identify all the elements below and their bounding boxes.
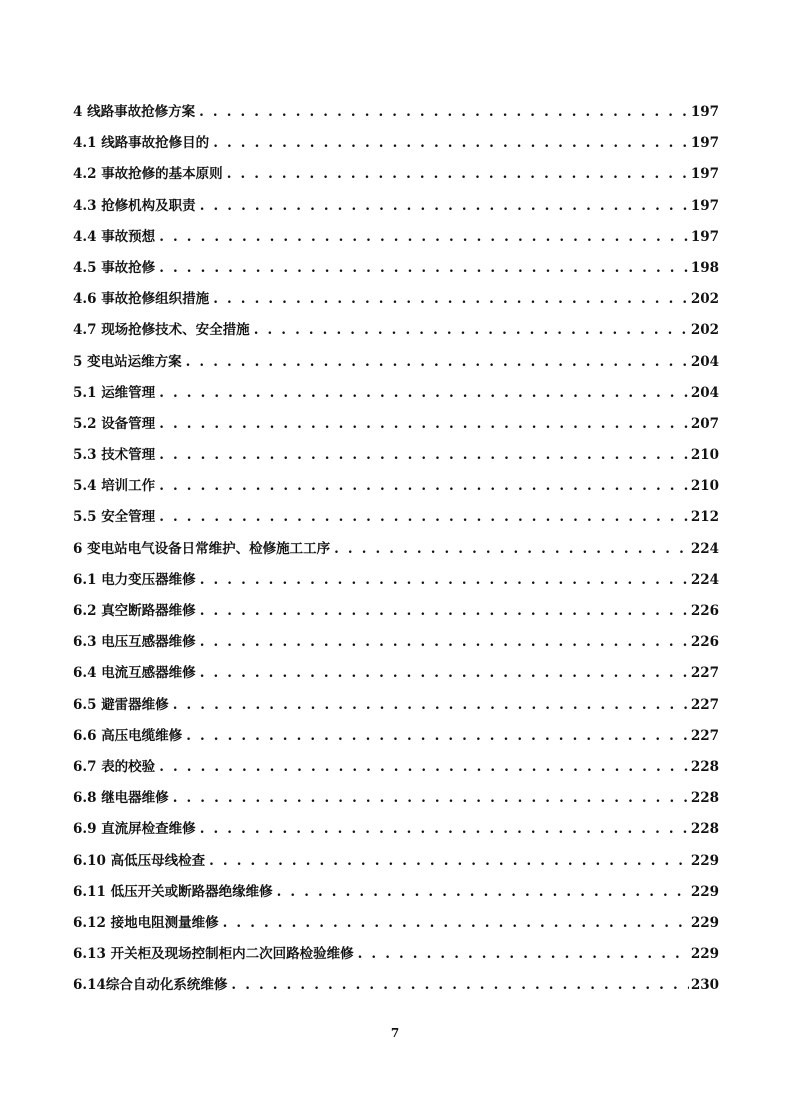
toc-entry[interactable] (73, 787, 719, 818)
toc-section-title: 继电器维修 (101, 790, 169, 807)
toc-page-number: 226 (690, 603, 719, 619)
toc-page-number: 197 (690, 104, 719, 120)
page-number: 7 (390, 1026, 400, 1040)
toc-entry[interactable] (73, 912, 719, 943)
toc-section-number: 6.2 (73, 603, 102, 619)
toc-section-number: 6.7 (73, 758, 102, 775)
toc-section-title: 线路事故抢修方案 (87, 104, 196, 120)
toc-entry[interactable] (73, 694, 719, 725)
toc-entry[interactable] (73, 631, 719, 662)
toc-entry[interactable] (73, 943, 719, 974)
toc-page-number: 228 (690, 821, 719, 838)
toc-section-number: 5.2 (73, 415, 102, 432)
toc-page-number: 197 (690, 135, 719, 152)
toc-section-title: 高低压母线检查 (110, 852, 206, 869)
dot-leader (173, 787, 689, 809)
toc-entry[interactable] (73, 351, 719, 382)
toc-section-title: 高压电缆维修 (101, 727, 183, 744)
toc-page-number: 229 (690, 852, 719, 869)
toc-section-number: 4.5 (73, 259, 102, 276)
toc-entry[interactable] (73, 475, 719, 506)
toc-entry[interactable] (73, 756, 719, 787)
toc-page-number: 202 (690, 322, 719, 339)
toc-entry[interactable] (73, 319, 719, 350)
toc-page-number: 197 (690, 166, 719, 183)
dot-leader (200, 195, 689, 217)
toc-entry[interactable] (73, 257, 719, 288)
toc-section-number: 4.6 (73, 291, 102, 308)
toc-section-number: 4.3 (73, 197, 102, 214)
dot-leader (173, 694, 689, 716)
toc-section-title: 事故预想 (101, 228, 156, 245)
dot-leader (213, 288, 689, 310)
dot-leader (159, 506, 689, 528)
toc-section-number: 6.4 (73, 665, 102, 682)
toc-section-title: 接地电阻测量维修 (110, 914, 219, 931)
toc-entry[interactable] (73, 382, 719, 413)
dot-leader (199, 101, 689, 123)
toc-page-number: 210 (690, 447, 719, 464)
toc-entry[interactable] (73, 974, 719, 1005)
toc-section-title: 事故抢修的基本原则 (101, 166, 223, 183)
dot-leader (200, 569, 689, 591)
toc-page-number: 197 (690, 228, 719, 245)
toc-section-number: 6.13 (73, 946, 111, 963)
toc-section-title: 抢修机构及职责 (101, 197, 196, 214)
dot-leader (159, 475, 689, 497)
toc-section-number: 5 (73, 353, 88, 370)
toc-section-title: 开关柜及现场控制柜内二次回路检验维修 (110, 946, 354, 963)
toc-entry[interactable] (73, 163, 719, 194)
dot-leader (200, 818, 689, 840)
dot-leader (159, 756, 689, 778)
toc-page-number: 229 (690, 914, 719, 931)
toc-page-number: 230 (690, 977, 719, 994)
toc-entry[interactable] (73, 195, 719, 226)
toc-section-number: 6.1 (73, 571, 102, 588)
toc-section-number: 6.9 (73, 821, 102, 838)
toc-page-number: 212 (690, 509, 719, 526)
dot-leader (334, 538, 689, 560)
toc-page-number: 210 (690, 478, 719, 495)
dot-leader (159, 382, 689, 404)
toc-page-number: 227 (690, 727, 719, 744)
dot-leader (231, 974, 688, 996)
toc-entry[interactable] (73, 288, 719, 319)
toc-section-number: 4.4 (73, 228, 102, 245)
dot-leader (227, 163, 689, 185)
toc-section-number: 4 (73, 104, 88, 120)
toc-page-number: 229 (690, 883, 719, 900)
dot-leader (213, 132, 689, 154)
dot-leader (186, 351, 689, 373)
toc-page-number: 227 (690, 665, 719, 682)
dot-leader (358, 943, 689, 965)
toc-page-number: 204 (690, 384, 719, 401)
toc-section-number: 5.4 (73, 478, 102, 495)
dot-leader (186, 725, 689, 747)
toc-section-title: 设备管理 (101, 415, 156, 432)
toc-section-number: 6.12 (73, 914, 111, 931)
toc-entry[interactable] (73, 226, 719, 257)
toc-entry[interactable] (73, 725, 719, 756)
toc-entry[interactable] (73, 101, 719, 132)
toc-section-number: 6 (73, 540, 88, 557)
toc-section-number: 4.2 (73, 166, 102, 183)
toc-entry[interactable] (73, 538, 719, 569)
dot-leader (200, 631, 689, 653)
toc-page-number: 202 (690, 291, 719, 308)
toc-section-number: 5.5 (73, 509, 102, 526)
toc-entry[interactable] (73, 413, 719, 444)
toc-page-number: 204 (690, 353, 719, 370)
dot-leader (254, 319, 689, 341)
dot-leader (200, 600, 689, 622)
dot-leader (277, 881, 689, 903)
dot-leader (223, 912, 689, 934)
toc-section-title: 综合自动化系统维修 (105, 977, 228, 994)
toc-entry[interactable] (73, 881, 719, 912)
dot-leader (159, 413, 689, 435)
toc-section-title: 变电站电气设备日常维护、检修施工工序 (87, 540, 331, 557)
toc-section-number: 6.11 (73, 883, 111, 900)
toc-section-number: 6.8 (73, 790, 102, 807)
toc-page-number: 197 (690, 197, 719, 214)
dot-leader (159, 444, 689, 466)
dot-leader (159, 226, 689, 248)
toc-page-number: 228 (690, 790, 719, 807)
toc-page-number: 229 (690, 946, 719, 963)
toc-section-title: 技术管理 (101, 447, 156, 464)
toc-entry[interactable] (73, 818, 719, 849)
toc-section-title: 现场抢修技术、安全措施 (101, 322, 250, 339)
toc-page-number: 227 (690, 696, 719, 713)
toc-page-number: 198 (690, 259, 719, 276)
toc-section-title: 培训工作 (101, 478, 156, 495)
toc-section-number: 4.1 (73, 135, 102, 152)
table-of-contents (73, 101, 719, 1005)
toc-entry[interactable] (73, 444, 719, 475)
toc-entry[interactable] (73, 850, 719, 881)
toc-section-title: 事故抢修 (101, 259, 156, 276)
toc-section-title: 安全管理 (101, 509, 156, 526)
toc-page-number: 224 (690, 540, 719, 557)
dot-leader (209, 850, 689, 872)
toc-section-number: 5.3 (73, 447, 102, 464)
toc-section-number: 6.10 (73, 852, 111, 869)
toc-section-title: 低压开关或断路器绝缘维修 (110, 883, 273, 900)
toc-entry[interactable] (73, 662, 719, 693)
toc-section-number: 6.3 (73, 634, 102, 651)
toc-page-number: 207 (690, 415, 719, 432)
toc-entry[interactable] (73, 600, 719, 631)
toc-section-title: 运维管理 (101, 384, 156, 401)
toc-section-title: 真空断路器维修 (101, 603, 196, 619)
toc-section-number: 4.7 (73, 322, 102, 339)
toc-entry[interactable] (73, 132, 719, 163)
dot-leader (159, 257, 689, 279)
dot-leader (200, 662, 689, 684)
toc-page-number: 224 (690, 571, 719, 588)
toc-section-title: 变电站运维方案 (87, 353, 182, 370)
toc-section-number: 6.5 (73, 696, 102, 713)
toc-page-number: 226 (690, 634, 719, 651)
toc-section-title: 电力变压器维修 (101, 571, 196, 588)
toc-section-number: 6.14 (73, 977, 106, 994)
toc-section-title: 线路事故抢修目的 (101, 135, 210, 152)
toc-section-title: 表的校验 (101, 758, 156, 775)
toc-section-number: 5.1 (73, 384, 102, 401)
toc-section-number: 6.6 (73, 727, 102, 744)
toc-page-number: 228 (690, 758, 719, 775)
toc-section-title: 电压互感器维修 (101, 634, 196, 651)
toc-section-title: 电流互感器维修 (101, 665, 196, 682)
toc-section-title: 避雷器维修 (101, 696, 169, 713)
toc-section-title: 事故抢修组织措施 (101, 291, 210, 308)
toc-entry[interactable] (73, 506, 719, 537)
toc-entry[interactable] (73, 569, 719, 600)
toc-section-title: 直流屏检查维修 (101, 821, 196, 838)
